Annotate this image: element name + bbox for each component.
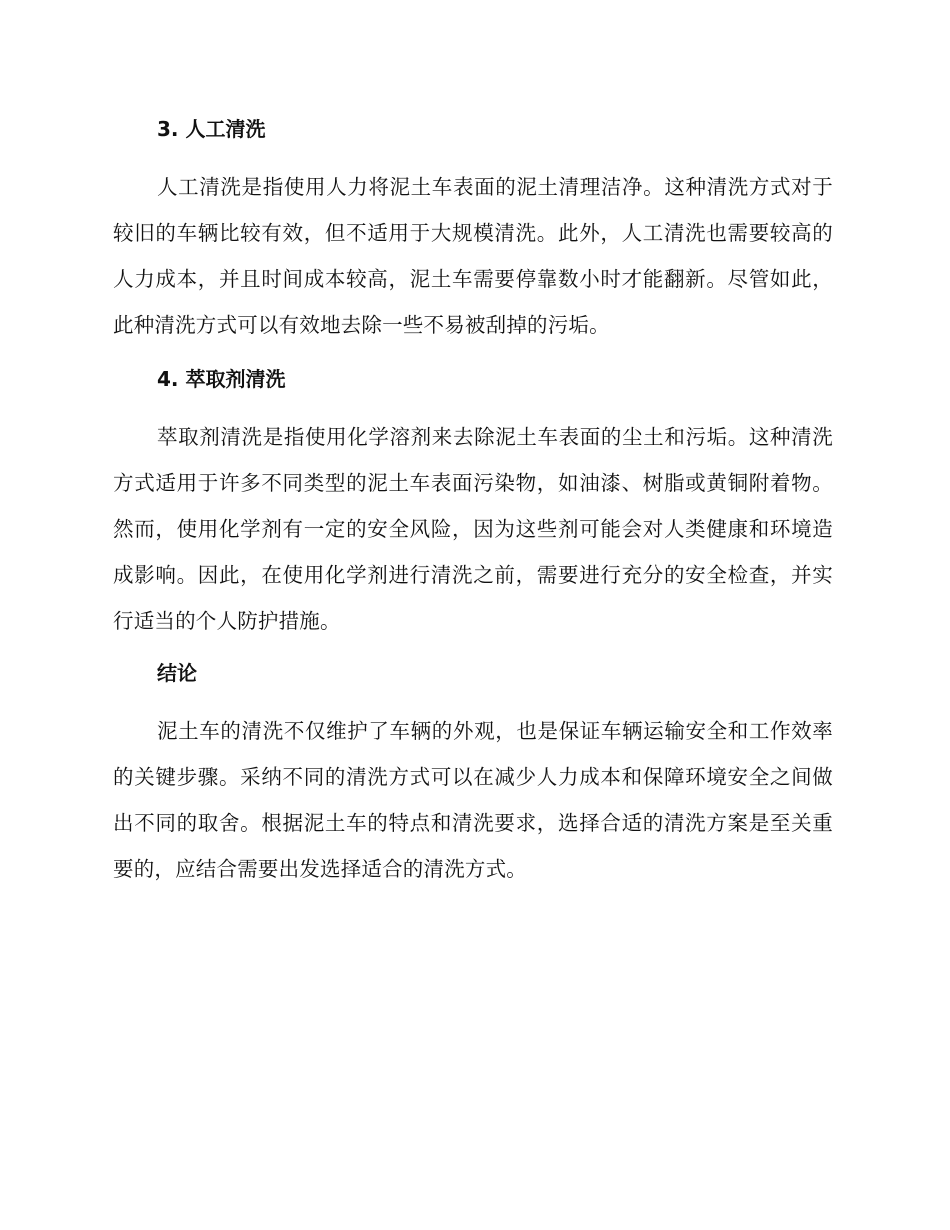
- section-heading-manual-cleaning: 3. 人工清洗: [157, 117, 266, 141]
- section-paragraph-manual-cleaning: 人工清洗是指使用人力将泥土车表面的泥土清理洁净。这种清洗方式对于较旧的车辆比较有效，但不适用于大规模清洗。此外，人工清洗也需要较高的人力成本，并且时间成本较高，泥土车需要停靠数小时才能翻新。尽管如此，此种清洗方式可以有效地去除一些不易被刮掉的污垢。: [113, 175, 833, 337]
- section-heading-conclusion: 结论: [157, 661, 197, 685]
- section-paragraph-conclusion: 泥土车的清洗不仅维护了车辆的外观，也是保证车辆运输安全和工作效率的关键步骤。采纳不同的清洗方式可以在减少人力成本和保障环境安全之间做出不同的取舍。根据泥土车的特点和清洗要求，选择合适的清洗方案是至关重要的，应结合需要出发选择适合的清洗方式。: [113, 719, 833, 881]
- section-paragraph-extractant-cleaning: 萃取剂清洗是指使用化学溶剂来去除泥土车表面的尘土和污垢。这种清洗方式适用于许多不同类型的泥土车表面污染物，如油漆、树脂或黄铜附着物。然而，使用化学剂有一定的安全风险，因为这些剂可能会对人类健康和环境造成影响。因此，在使用化学剂进行清洗之前，需要进行充分的安全检查，并实行适当的个人防护措施。: [113, 425, 833, 633]
- section-heading-extractant-cleaning: 4. 萃取剂清洗: [157, 367, 286, 391]
